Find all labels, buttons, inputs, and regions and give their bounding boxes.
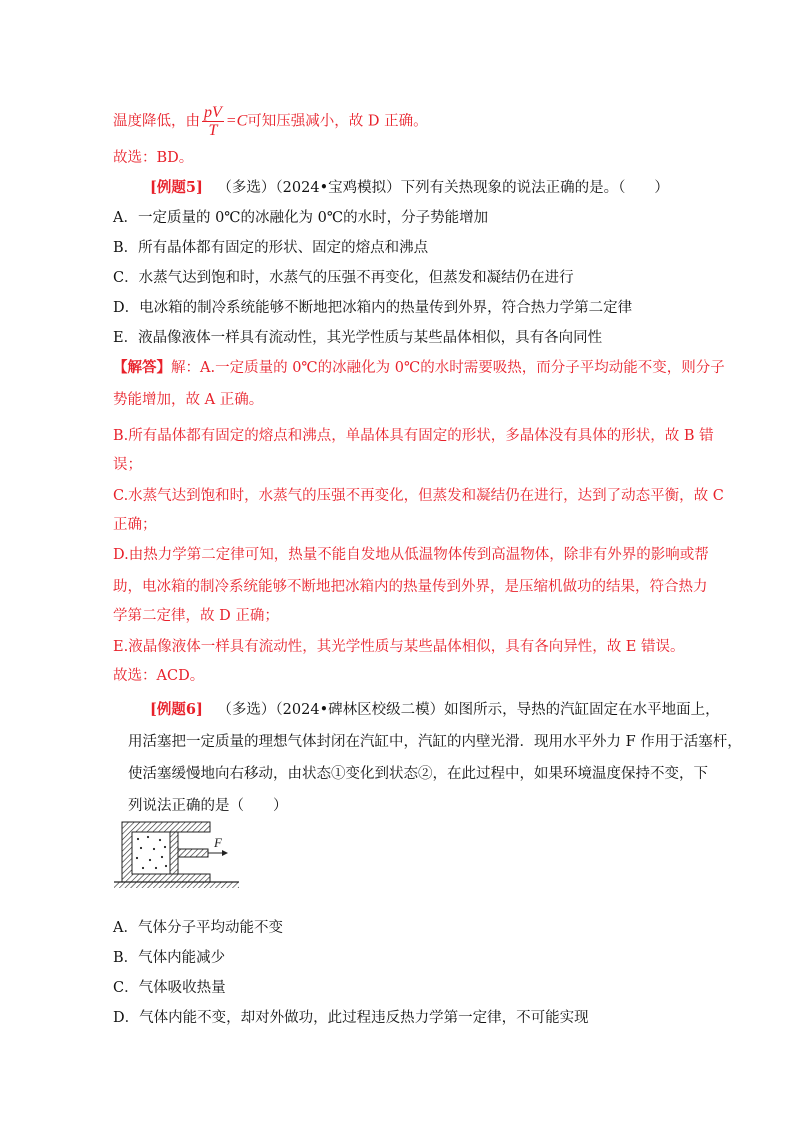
example5-stem: （多选）（2024•宝鸡模拟）下列有关热现象的说法正确的是。（ ）	[217, 180, 669, 196]
intro-suffix: 可知压强减小，故 D 正确。	[247, 113, 428, 130]
solution-text-1: 解：A.一定质量的 0℃的冰融化为 0℃的水时需要吸热，而分子平均动能不变，则分子	[171, 360, 725, 376]
solution-line-1	[113, 358, 725, 378]
example6-option-b: B．气体内能减少	[113, 950, 226, 966]
example5-option-c: C．水蒸气达到饱和时，水蒸气的压强不再变化，但蒸发和凝结仍在进行	[113, 270, 574, 286]
intro-formula-line	[113, 104, 428, 139]
solution-line-3: B.所有晶体都有固定的熔点和沸点，单晶体具有固定的形状，多晶体没有具体的形状，故 B 错	[113, 428, 714, 444]
intro-prefix: 温度降低，由	[113, 113, 200, 130]
solution-line-6: 正确；	[113, 517, 157, 533]
solution-tag: 【解答】	[113, 359, 171, 376]
example5-option-b: B．所有晶体都有固定的形状、固定的熔点和沸点	[113, 240, 429, 256]
formula-denominator: T	[208, 122, 218, 139]
example5-option-e: E．液晶像液体一样具有流动性，其光学性质与某些晶体相似，具有各向同性	[113, 330, 603, 346]
formula-equals: =C	[225, 112, 248, 130]
example6-stem-3: 使活塞缓慢地向右移动，由状态①变化到状态②，在此过程中，如果环境温度保持不变，下	[128, 766, 708, 782]
force-label: F	[214, 835, 222, 850]
solution-line-2: 势能增加，故 A 正确。	[113, 392, 264, 408]
solution-line-7: D.由热力学第二定律可知，热量不能自发地从低温物体传到高温物体，除非有外界的影响或帮	[113, 547, 709, 563]
solution-line-9: 学第二定律，故 D 正确；	[113, 608, 279, 624]
example6-stem-2: 用活塞把一定质量的理想气体封闭在汽缸中，汽缸的内壁光滑．现用水平外力 F 作用于活塞杆，	[128, 734, 742, 750]
solution-line-8: 助，电冰箱的制冷系统能够不断地把冰箱内的热量传到外界，是压缩机做功的结果，符合热力	[113, 579, 708, 595]
example6-label: [例题6]	[150, 701, 203, 718]
example6-stem-1: （多选）（2024•碑林区校级二模）如图所示，导热的汽缸固定在水平地面上，	[217, 702, 720, 718]
example6-option-a: A．气体分子平均动能不变	[113, 920, 283, 936]
cylinder-piston-figure	[110, 812, 245, 890]
solution-line-4: 误；	[113, 457, 142, 473]
example5-option-a: A．一定质量的 0℃的冰融化为 0℃的水时，分子势能增加	[113, 210, 489, 226]
example5-heading	[150, 178, 669, 198]
example6-option-d: D．气体内能不变，却对外做功，此过程违反热力学第一定律，不可能实现	[113, 1010, 589, 1026]
example5-option-d: D．电冰箱的制冷系统能够不断地把冰箱内的热量传到外界，符合热力学第二定律	[113, 300, 633, 316]
intro-answer: 故选：BD。	[113, 150, 194, 166]
formula-numerator: pV	[204, 104, 222, 121]
example5-label: [例题5]	[150, 179, 203, 196]
formula-fraction	[202, 104, 224, 139]
piston	[170, 832, 178, 874]
example6-heading	[150, 700, 720, 720]
piston-rod	[178, 849, 208, 857]
ground	[114, 882, 239, 888]
example6-option-c: C．气体吸收热量	[113, 980, 226, 996]
example6-stem-4: 列说法正确的是（ ）	[128, 798, 288, 814]
solution-line-10: E.液晶像液体一样具有流动性，其光学性质与某些晶体相似，具有各向异性，故 E 错误。	[113, 639, 685, 655]
solution-line-5: C.水蒸气达到饱和时，水蒸气的压强不再变化，但蒸发和凝结仍在进行，达到了动态平衡，故 C	[113, 488, 724, 504]
example5-answer: 故选：ACD。	[113, 668, 205, 684]
